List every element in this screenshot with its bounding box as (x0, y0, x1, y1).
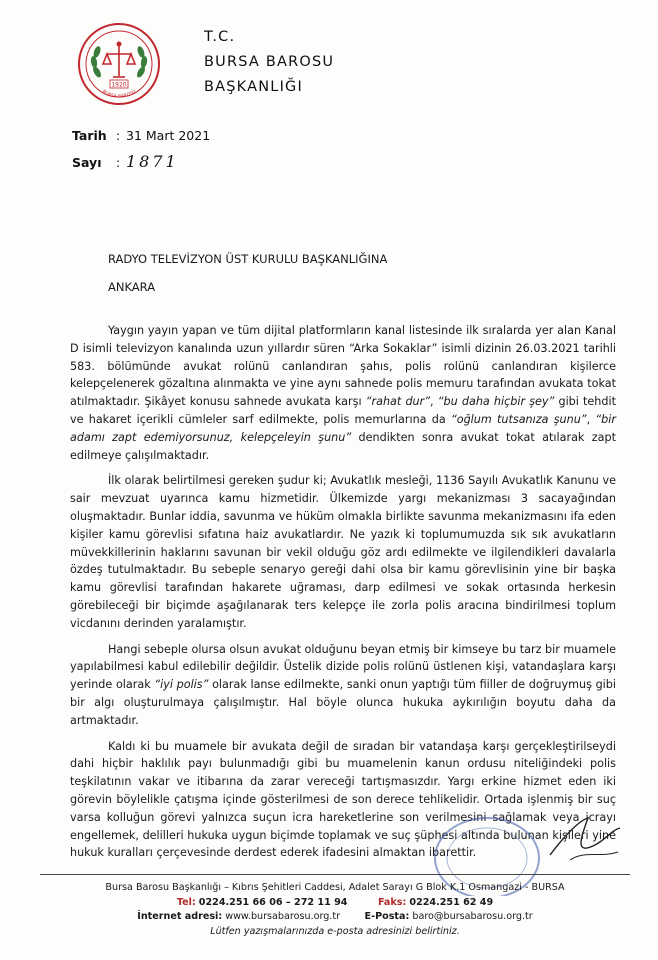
bar-association-seal-icon (77, 22, 161, 106)
tel-label: Tel: (176, 896, 196, 908)
p1-text-b: , (430, 395, 438, 409)
p1-text-c: gibi tehdit ve hakaret içerikli cümleler sarf edilmekte, polis memurlarına da (70, 395, 616, 426)
web-value[interactable]: www.bursabarosu.org.tr (225, 911, 341, 922)
letter-body (70, 322, 616, 870)
addressee (108, 245, 387, 301)
web-label: İnternet adresi: (137, 911, 223, 922)
fax-value: 0224.251 62 49 (409, 896, 494, 908)
date-separator: : (116, 128, 121, 143)
p3-text-b: olarak lanse edilmekte, sanki onun yaptığı tüm fiiller de doğruymuş gibi bir algı oluşturulmaya çalışılmıştır. Hal böyle olunca hukuka aykırılığın boyutu daha da artmaktadır. (70, 678, 616, 727)
paragraph-4: Kaldı ki bu muamele bir avukata değil de sıradan bir vatandaşa karşı gerçekleştirilseydi dahi hiçbir haklılık payı bulunmadığı gibi bu muamelenin kanun ordusu niteliğindeki polis teşkilatının vakar ve itibarına da zarar vereceği tartışmasızdır. Yargı erkine hizmet eden iki görevin böylelikle çatışma içinde gösterilmesi de son derece tehlikelidir. Ortada işlenmiş bir suç varsa kolluğun görevi yalnızca suçun icra hareketlerine son verilmesini sağlamak veya icrayı engellemek, delilleri hukuka uygun biçimde toplamak ve suç şüphesi altında bulunan kişileri yine hukuk kuralları çerçevesinde derdest ederek ifadesini almaktan ibarettir. (70, 739, 616, 860)
date-label: Tarih (72, 128, 107, 143)
seal-year: 1920 (111, 81, 127, 89)
footer-phone-row (40, 896, 630, 911)
p1-quote-1: “rahat dur” (365, 395, 431, 409)
footer (40, 874, 630, 939)
p3-quote: “iyi polis” (154, 678, 209, 692)
p1-quote-3: “oğlum tutsanıza şunu” (450, 412, 587, 426)
p1-quote-2: “bu daha hiçbir şey” (437, 395, 555, 409)
paragraph-1 (70, 322, 616, 464)
footer-web-row (40, 910, 630, 925)
letterhead-line-3: BAŞKANLIĞI (204, 79, 303, 95)
p1-text-a: Yaygın yayın yapan ve tüm dijital platformların kanal listesinde ilk sıralarda yer alan Kanal D isimli televizyon kanalında uzun yıllardır süren “Arka Sokaklar” isimli dizinin 26.03.2021 tarihli 583. bölümünde avukat rolünü canlandıran şahıs, polis rolünü canlandıran kişilerce kelepçelenerek gözaltına alınmakta ve yine aynı sahnede polis memuru tarafından avukata tokat atılmaktadır. Şikâyet konusu sahnede avukata karşı (70, 324, 616, 409)
p1-text-e: dendikten sonra avukat tokat atılarak zapt edilmeye çalışılmaktadır. (70, 430, 616, 462)
number-label: Sayı (72, 155, 102, 170)
fax-label: Faks: (377, 896, 407, 908)
number-value: 1871 (126, 152, 179, 171)
date-value: 31 Mart 2021 (126, 128, 211, 143)
paragraph-2: İlk olarak belirtilmesi gereken şudur ki; Avukatlık mesleği, 1136 Sayılı Avukatlık Kanunu ve sair mevzuat uyarınca kamu hizmetidir. Ülkemizde yargı mekanizması 3 sacayağından oluşmaktadır. Bunlar iddia, savunma ve hüküm olmakla birlikte savunma mekanizmasını ifa eden kişiler kamu görevlisi sıfatına haiz avukatlardır. Ne yazık ki toplumumuzda sık sık avukatların müvekkillerinin haklarını savunan bir vekil olduğu göz ardı edilmekte ve ilgilendikleri davalarla özdeş tutulmaktadır. Bu sebeple senaryo gereği dahi olsa bir kamu görevlisinin yine bir başka kamu görevlisi tarafından hakarete uğraması, darp edilmesi ve sokak ortasında herkesin görebileceği bir biçimde aşağılanarak ters kelepçe ile zorla polis aracına bindirilmesi toplum vicdanını derinden yaralamıştır. (70, 474, 616, 630)
footer-note: Lütfen yazışmalarınızda e-posta adresinizi belirtiniz. (210, 925, 460, 937)
svg-text:BURSA BAROSU (101, 89, 137, 100)
letterhead-line-1: T.C. (204, 29, 236, 45)
seal-ring-text: BURSA BAROSU (100, 89, 138, 100)
number-row (72, 152, 179, 171)
footer-address: Bursa Barosu Başkanlığı – Kıbrıs Şehitleri Caddesi, Adalet Sarayı G Blok K.1 Osmangazi - BURSA (105, 882, 565, 893)
p3-text-a: Hangi sebeple olursa olsun avukat olduğunu beyan etmiş bir kimseye bu tarz bir muamele yapılabilmesi kabul edilebilir değildir. Üstelik dizide polis rolünü üstlenen kişi, vatandaşlara karşı yerinde olarak (70, 642, 616, 692)
addressee-line-2: ANKARA (108, 280, 156, 294)
date-row (72, 128, 210, 143)
letterhead-line-2: BURSA BAROSU (204, 54, 335, 70)
p1-text-d: , (586, 412, 596, 426)
addressee-line-1: RADYO TELEVİZYON ÜST KURULU BAŞKANLIĞINA (108, 252, 388, 266)
signature-icon (540, 800, 630, 880)
letterhead (204, 25, 334, 100)
paragraph-3 (70, 641, 616, 730)
email-label: E-Posta: (364, 911, 410, 922)
tel-value: 0224.251 66 06 – 272 11 94 (198, 896, 348, 908)
p1-quote-4: “bir adamı zapt edemiyorsunuz, kelepçeleyin şunu” (70, 412, 616, 444)
number-separator: : (116, 155, 121, 170)
email-value[interactable]: baro@bursabarosu.org.tr (412, 911, 533, 922)
